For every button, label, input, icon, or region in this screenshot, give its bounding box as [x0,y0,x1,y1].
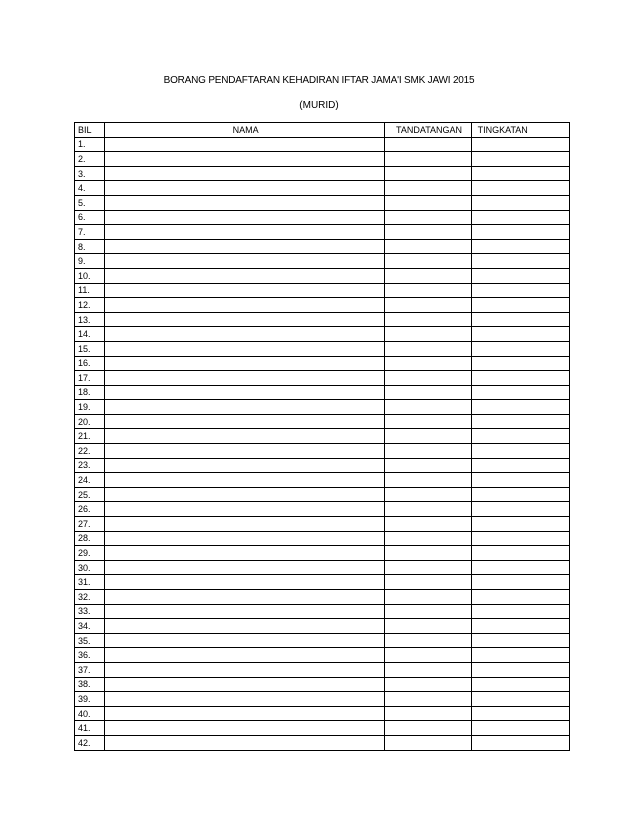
name-cell[interactable] [104,560,384,575]
form-subtitle: (MURID) [299,100,339,111]
table-row [75,648,570,663]
name-cell[interactable] [104,356,384,371]
table-row [75,195,570,210]
table-row [75,487,570,502]
row-number: 36. [75,648,105,663]
row-number: 25. [75,487,105,502]
form-level-cell[interactable] [471,648,569,663]
row-number: 3. [75,166,105,181]
signature-cell[interactable] [384,268,471,283]
name-cell[interactable] [104,341,384,356]
signature-cell[interactable] [384,662,471,677]
row-number: 32. [75,590,105,605]
table-row [75,385,570,400]
form-level-cell[interactable] [471,356,569,371]
table-row [75,137,570,152]
name-cell[interactable] [104,312,384,327]
table-row [75,604,570,619]
name-cell[interactable] [104,590,384,605]
table-row [75,414,570,429]
signature-cell[interactable] [384,195,471,210]
row-number: 19. [75,400,105,415]
signature-cell[interactable] [384,312,471,327]
form-level-cell[interactable] [471,735,569,750]
row-number: 2. [75,152,105,167]
signature-cell[interactable] [384,298,471,313]
row-number: 39. [75,692,105,707]
table-row [75,575,570,590]
name-cell[interactable] [104,444,384,459]
form-level-cell[interactable] [471,400,569,415]
table-row [75,327,570,342]
row-number: 6. [75,210,105,225]
row-number: 29. [75,546,105,561]
row-number: 21. [75,429,105,444]
name-cell[interactable] [104,400,384,415]
name-cell[interactable] [104,487,384,502]
form-level-cell[interactable] [471,210,569,225]
form-level-cell[interactable] [471,473,569,488]
table-row [75,590,570,605]
table-row [75,560,570,575]
table-row [75,429,570,444]
name-cell[interactable] [104,225,384,240]
table-row [75,531,570,546]
name-cell[interactable] [104,152,384,167]
row-number: 8. [75,239,105,254]
table-row [75,662,570,677]
row-number: 40. [75,706,105,721]
row-number: 27. [75,517,105,532]
signature-cell[interactable] [384,414,471,429]
signature-cell[interactable] [384,473,471,488]
name-cell[interactable] [104,692,384,707]
form-level-cell[interactable] [471,254,569,269]
form-level-cell[interactable] [471,502,569,517]
form-level-cell[interactable] [471,195,569,210]
form-level-cell[interactable] [471,239,569,254]
form-level-cell[interactable] [471,283,569,298]
form-level-cell[interactable] [471,268,569,283]
row-number: 26. [75,502,105,517]
form-level-cell[interactable] [471,721,569,736]
name-cell[interactable] [104,662,384,677]
table-row [75,706,570,721]
name-cell[interactable] [104,575,384,590]
table-row [75,283,570,298]
table-body [75,137,570,750]
signature-cell[interactable] [384,575,471,590]
table-row [75,166,570,181]
name-cell[interactable] [104,371,384,386]
row-number: 31. [75,575,105,590]
signature-cell[interactable] [384,517,471,532]
signature-cell[interactable] [384,371,471,386]
row-number: 35. [75,633,105,648]
table-row [75,633,570,648]
row-number: 38. [75,677,105,692]
row-number: 30. [75,560,105,575]
row-number: 9. [75,254,105,269]
signature-cell[interactable] [384,560,471,575]
form-level-cell[interactable] [471,662,569,677]
name-cell[interactable] [104,181,384,196]
row-number: 42. [75,735,105,750]
form-level-cell[interactable] [471,487,569,502]
form-level-cell[interactable] [471,444,569,459]
form-level-cell[interactable] [471,341,569,356]
signature-cell[interactable] [384,604,471,619]
name-cell[interactable] [104,546,384,561]
row-number: 4. [75,181,105,196]
name-cell[interactable] [104,648,384,663]
table-row [75,312,570,327]
form-level-cell[interactable] [471,152,569,167]
signature-cell[interactable] [384,458,471,473]
row-number: 1. [75,137,105,152]
form-level-cell[interactable] [471,517,569,532]
header-bil: BIL [75,123,105,138]
signature-cell[interactable] [384,181,471,196]
row-number: 22. [75,444,105,459]
table-row [75,444,570,459]
signature-cell[interactable] [384,400,471,415]
table-row [75,268,570,283]
form-level-cell[interactable] [471,706,569,721]
name-cell[interactable] [104,268,384,283]
signature-cell[interactable] [384,429,471,444]
signature-cell[interactable] [384,210,471,225]
name-cell[interactable] [104,633,384,648]
row-number: 24. [75,473,105,488]
form-level-cell[interactable] [471,633,569,648]
header-nama: NAMA [104,123,384,138]
row-number: 17. [75,371,105,386]
signature-cell[interactable] [384,648,471,663]
form-level-cell[interactable] [471,560,569,575]
row-number: 20. [75,414,105,429]
signature-cell[interactable] [384,590,471,605]
form-level-cell[interactable] [471,677,569,692]
form-level-cell[interactable] [471,371,569,386]
table-row [75,517,570,532]
table-row [75,473,570,488]
table-row [75,721,570,736]
signature-cell[interactable] [384,706,471,721]
row-number: 33. [75,604,105,619]
signature-cell[interactable] [384,735,471,750]
name-cell[interactable] [104,502,384,517]
name-cell[interactable] [104,414,384,429]
signature-cell[interactable] [384,166,471,181]
table-row [75,356,570,371]
signature-cell[interactable] [384,721,471,736]
name-cell[interactable] [104,458,384,473]
signature-cell[interactable] [384,619,471,634]
table-row [75,152,570,167]
form-level-cell[interactable] [471,604,569,619]
name-cell[interactable] [104,531,384,546]
form-level-cell[interactable] [471,619,569,634]
name-cell[interactable] [104,706,384,721]
table-row [75,181,570,196]
signature-cell[interactable] [384,444,471,459]
row-number: 34. [75,619,105,634]
signature-cell[interactable] [384,327,471,342]
row-number: 7. [75,225,105,240]
form-level-cell[interactable] [471,166,569,181]
row-number: 41. [75,721,105,736]
table-row [75,400,570,415]
form-level-cell[interactable] [471,327,569,342]
registration-table [74,122,570,751]
name-cell[interactable] [104,429,384,444]
name-cell[interactable] [104,298,384,313]
table-row [75,254,570,269]
row-number: 13. [75,312,105,327]
signature-cell[interactable] [384,385,471,400]
name-cell[interactable] [104,677,384,692]
name-cell[interactable] [104,283,384,298]
row-number: 5. [75,195,105,210]
table-row [75,458,570,473]
form-level-cell[interactable] [471,385,569,400]
signature-cell[interactable] [384,502,471,517]
header-tandatangan: TANDATANGAN [384,123,471,138]
name-cell[interactable] [104,166,384,181]
table-row [75,546,570,561]
table-row [75,619,570,634]
signature-cell[interactable] [384,283,471,298]
table-row [75,371,570,386]
signature-cell[interactable] [384,152,471,167]
table-row [75,298,570,313]
name-cell[interactable] [104,735,384,750]
form-title: BORANG PENDAFTARAN KEHADIRAN IFTAR JAMA'I SMK JAWI 2015 [163,75,475,86]
form-level-cell[interactable] [471,531,569,546]
header-tingkatan: TINGKATAN [471,123,569,138]
signature-cell[interactable] [384,546,471,561]
form-level-cell[interactable] [471,692,569,707]
table-header-row [75,123,570,138]
form-level-cell[interactable] [471,429,569,444]
name-cell[interactable] [104,517,384,532]
name-cell[interactable] [104,619,384,634]
name-cell[interactable] [104,327,384,342]
form-level-cell[interactable] [471,225,569,240]
row-number: 18. [75,385,105,400]
signature-cell[interactable] [384,487,471,502]
name-cell[interactable] [104,137,384,152]
signature-cell[interactable] [384,225,471,240]
form-level-cell[interactable] [471,546,569,561]
form-level-cell[interactable] [471,312,569,327]
signature-cell[interactable] [384,137,471,152]
row-number: 12. [75,298,105,313]
row-number: 28. [75,531,105,546]
signature-cell[interactable] [384,677,471,692]
name-cell[interactable] [104,254,384,269]
row-number: 11. [75,283,105,298]
form-level-cell[interactable] [471,590,569,605]
signature-cell[interactable] [384,356,471,371]
row-number: 23. [75,458,105,473]
form-level-cell[interactable] [471,298,569,313]
name-cell[interactable] [104,604,384,619]
form-level-cell[interactable] [471,414,569,429]
table-row [75,341,570,356]
form-level-cell[interactable] [471,458,569,473]
table-row [75,692,570,707]
name-cell[interactable] [104,239,384,254]
row-number: 37. [75,662,105,677]
form-level-cell[interactable] [471,137,569,152]
name-cell[interactable] [104,195,384,210]
table-row [75,502,570,517]
table-row [75,225,570,240]
row-number: 16. [75,356,105,371]
row-number: 14. [75,327,105,342]
signature-cell[interactable] [384,692,471,707]
signature-cell[interactable] [384,341,471,356]
table-row [75,677,570,692]
row-number: 15. [75,341,105,356]
table-row [75,735,570,750]
table-row [75,239,570,254]
name-cell[interactable] [104,721,384,736]
signature-cell[interactable] [384,239,471,254]
name-cell[interactable] [104,473,384,488]
table-row [75,210,570,225]
name-cell[interactable] [104,385,384,400]
row-number: 10. [75,268,105,283]
form-level-cell[interactable] [471,181,569,196]
form-level-cell[interactable] [471,575,569,590]
signature-cell[interactable] [384,254,471,269]
name-cell[interactable] [104,210,384,225]
signature-cell[interactable] [384,531,471,546]
signature-cell[interactable] [384,633,471,648]
